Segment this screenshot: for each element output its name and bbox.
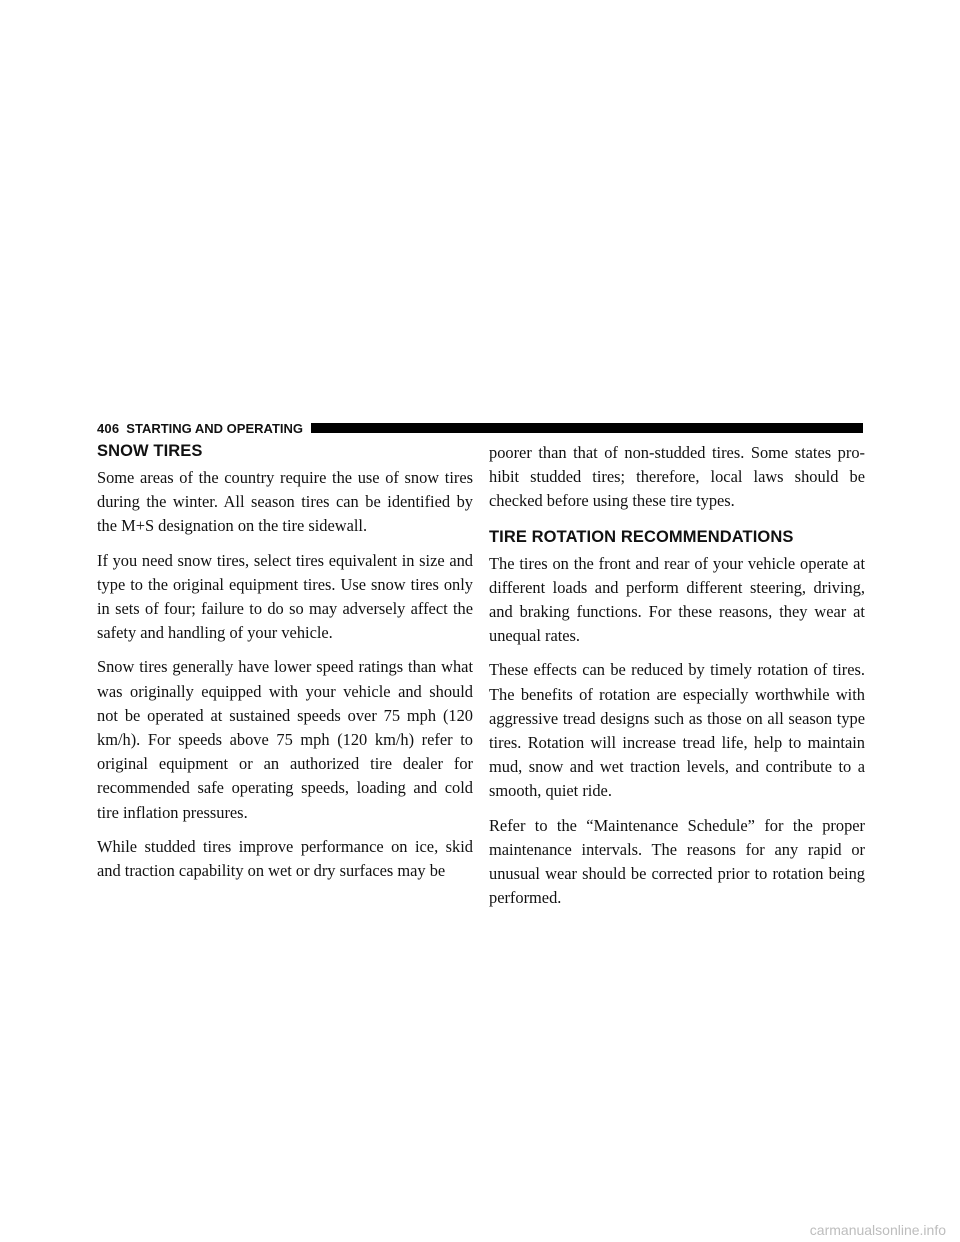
left-column	[97, 441, 473, 893]
paragraph: Refer to the “Maintenance Schedule” for the proper maintenance intervals. The reasons for any rapid or unusual wear should be corrected prior to rotation being performed.	[489, 815, 865, 908]
page-header	[97, 419, 863, 437]
right-column	[489, 441, 865, 920]
snow-tires-heading: SNOW TIRES	[97, 442, 203, 460]
tire-rotation-heading: TIRE ROTATION RECOMMENDATIONS	[489, 527, 794, 546]
continued-paragraph: poorer than that of non-studded tires. Some states prohibit studded tires; therefore, local laws should be checked before using these tire types.	[489, 443, 865, 511]
section-title: STARTING AND OPERATING	[126, 420, 303, 436]
paragraph: If you need snow tires, select tires equivalent in size and type to the original equipment tires. Use snow tires only in sets of four; failure to do so may adversely affect the safety and handling of your vehicle.	[97, 550, 473, 643]
paragraph: Some areas of the country require the use of snow tires during the winter. All season tires can be identified by the M+S designation on the tire sidewall.	[97, 468, 473, 536]
paragraph: Snow tires generally have lower speed ratings than what was originally equipped with your vehicle and should not be operated at sustained speeds over 75 mph (120 km/h). For speeds above 75 mph (120 km/h) refer to original equipment or an authorized tire dealer for recommended safe operating speeds, loading and cold tire inflation pressures.	[97, 657, 473, 822]
header-rule	[311, 423, 863, 433]
watermark: carmanualsonline.info	[809, 1222, 946, 1238]
paragraph: The tires on the front and rear of your vehicle operate at different loads and perform different steering, driving, and braking functions. For these reasons, they wear at unequal rates.	[489, 553, 865, 646]
paragraph: These effects can be reduced by timely rotation of tires. The benefits of rotation are especially worthwhile with aggressive tread designs such as those on all season type tires. Rotation will increase tread life, help to maintain mud, snow and wet traction levels, and contribute to a smooth, quiet ride.	[489, 660, 865, 801]
paragraph: While studded tires improve performance on ice, skid and traction capability on wet or dry surfaces may be	[97, 836, 473, 881]
page-number: 406	[97, 420, 120, 436]
